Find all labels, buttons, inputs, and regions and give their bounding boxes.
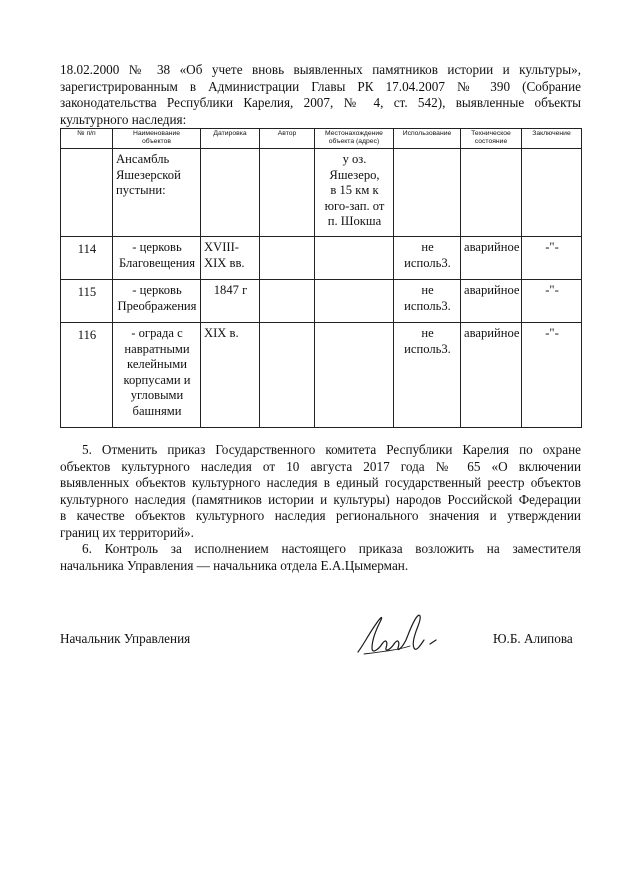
table-row <box>61 237 582 280</box>
table-row <box>61 280 582 323</box>
header-condition: Техническое состояние <box>461 129 522 149</box>
header-author: Автор <box>260 129 315 149</box>
table-header-row <box>61 129 582 149</box>
cell-usage: не исполь3. <box>394 323 461 428</box>
cell-dating: XVIII- XIX вв. <box>201 237 260 280</box>
cell-condition: аварийное <box>461 280 522 323</box>
paragraph-line: объектов культурного наследия от 10 августа 2017 года № 65 «О включении <box>60 458 581 474</box>
cell-conclusion <box>522 149 582 237</box>
header-name: Наименование объектов <box>113 129 201 149</box>
paragraph-line: культурного наследия (памятников истории и культуры) народов Российской Федерации <box>60 491 581 507</box>
cell-dating: 1847 г <box>201 280 260 323</box>
cell-author <box>260 149 315 237</box>
signatory-title: Начальник Управления <box>60 631 191 646</box>
cell-number: 114 <box>61 237 113 280</box>
intro-line: зарегистрированным в Администрации Главы РК 17.04.2007 № 390 (Собрание <box>60 78 581 94</box>
header-number: № п/п <box>61 129 113 149</box>
paragraph-line: границ их территорий». <box>60 524 194 540</box>
cell-dating <box>201 149 260 237</box>
cell-conclusion: -"- <box>522 323 582 428</box>
cell-name: - церковь Благовещения <box>113 237 201 280</box>
cell-location <box>315 323 394 428</box>
paragraph-line: в качестве объектов культурного наследия регионального значения и утверждении <box>60 508 581 523</box>
signatory-name: Ю.Б. Алипова <box>493 631 573 646</box>
cell-usage <box>394 149 461 237</box>
cell-author <box>260 323 315 428</box>
cell-condition: аварийное <box>461 323 522 428</box>
cell-dating: XIX в. <box>201 323 260 428</box>
paragraph-line: 5. Отменить приказ Государственного комитета Республики Карелия по охране <box>82 442 581 457</box>
intro-line: культурного наследия: <box>60 111 187 127</box>
cell-number <box>61 149 113 237</box>
handwritten-signature <box>350 604 450 664</box>
paragraph-line: выявленных объектов культурного наследия в единый государственный реестр объектов <box>60 475 581 490</box>
paragraph-line: начальника Управления — начальника отдела Е.А.Цымерман. <box>60 557 409 573</box>
cell-author <box>260 280 315 323</box>
intro-line: законодательства Республики Карелия, 2007, № 4, ст. 542), выявленные объекты <box>60 95 581 110</box>
cell-author <box>260 237 315 280</box>
paragraph-5 <box>60 442 581 541</box>
paragraph-line: 6. Контроль за исполнением настоящего приказа возложить на заместителя <box>82 541 581 556</box>
paragraph-6 <box>60 541 581 574</box>
cell-name: - церковь Преображения <box>113 280 201 323</box>
table-row <box>61 149 582 237</box>
cell-location <box>315 237 394 280</box>
intro-line: 18.02.2000 № 38 «Об учете вновь выявленных памятников истории и культуры», <box>60 62 581 77</box>
cell-name: - ограда с навратными келейными корпусами и угловыми башнями <box>113 323 201 428</box>
cell-location: у оз. Яшезеро, в 15 км к юго-зап. от п. Шокша <box>315 149 394 237</box>
cell-location <box>315 280 394 323</box>
header-conclusion: Заключение <box>522 129 582 149</box>
heritage-objects-table <box>60 128 582 428</box>
cell-conclusion: -"- <box>522 280 582 323</box>
cell-usage: не исполь3. <box>394 237 461 280</box>
intro-paragraph <box>60 62 581 128</box>
cell-name: Ансамбль Яшезерской пустыни: <box>113 149 201 237</box>
cell-number: 115 <box>61 280 113 323</box>
cell-usage: не исполь3. <box>394 280 461 323</box>
cell-condition <box>461 149 522 237</box>
cell-conclusion: -"- <box>522 237 582 280</box>
cell-number: 116 <box>61 323 113 428</box>
header-location: Местонахождение объекта (адрес) <box>315 129 394 149</box>
table-row <box>61 323 582 428</box>
header-usage: Использование <box>394 129 461 149</box>
cell-condition: аварийное <box>461 237 522 280</box>
header-dating: Датировка <box>201 129 260 149</box>
